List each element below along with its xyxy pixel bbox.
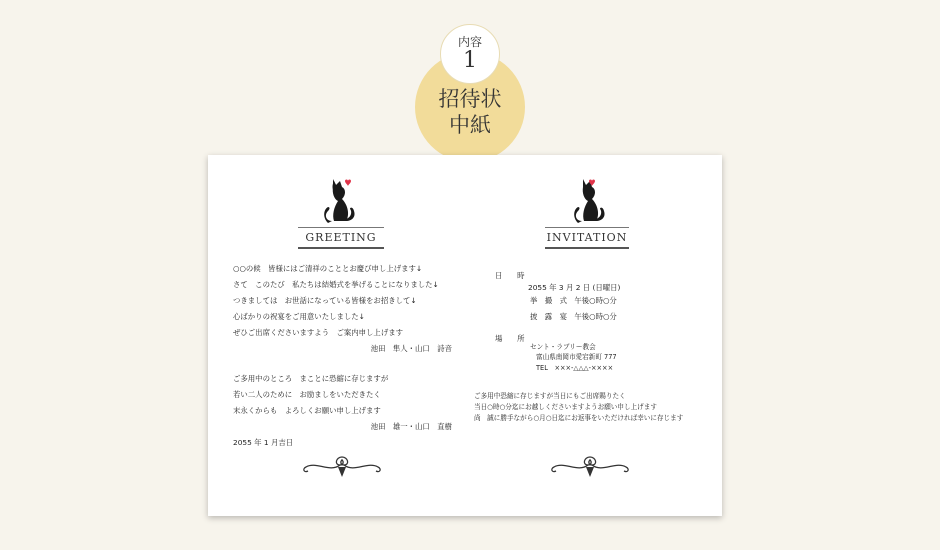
venue-tel: TEL ×××-△△△-××××	[536, 364, 614, 372]
reception-time: 披 露 宴 午後○時○分	[530, 312, 617, 321]
ceremony-time: 挙 撮 式 午後○時○分	[530, 296, 617, 305]
greeting-date	[233, 435, 293, 451]
greeting-line: 若い二人のために お励ましをいただきたく	[233, 390, 381, 399]
greeting-line: 心ばかりの祝宴をご用意いたしました↓	[233, 312, 365, 321]
venue-address: 富山県南岡市愛宕新町 777	[536, 353, 617, 361]
greeting-body-2	[233, 371, 388, 419]
note-line: 当日○時○分迄にお越しくださいますようお願い申し上げます	[474, 403, 657, 411]
invitation-heading-text: INVITATION	[546, 231, 628, 244]
greeting-line: ○○の候 皆様にはご清祥のこととお慶び申し上げます↓	[233, 264, 423, 273]
letter-date: 2055 年 1 月吉日	[233, 438, 294, 447]
invitation-sheet	[208, 155, 722, 516]
invitation-heading-bottom-rule	[545, 247, 629, 249]
invitation-heading-top-rule	[545, 227, 629, 228]
flourish-ornament-left	[300, 453, 384, 479]
greeting-sender-1	[328, 341, 452, 357]
greeting-line: さて このたび 私たちは結婚式を挙げることになりました↓	[233, 280, 439, 289]
note-line: ご多用中恐縮に存じますが当日にもご出席賜りたく	[474, 392, 626, 400]
badge-title-line1: 招待状	[438, 87, 502, 111]
badge-label: 内容	[457, 35, 482, 49]
greeting-sender-2	[328, 419, 452, 435]
cat-heart-icon-right	[570, 177, 610, 227]
greeting-line: ご多用中のところ まことに恐縮に存じますが	[233, 374, 389, 383]
greeting-line: 末永くからも よろしくお願い申し上げます	[233, 406, 381, 415]
place-label-text: 場 所	[495, 334, 525, 343]
greeting-heading-text: GREETING	[305, 231, 377, 244]
greeting-heading-top-rule	[298, 227, 384, 228]
venue-name: セント・ラブリー教会	[530, 343, 596, 351]
greeting-heading	[298, 229, 384, 247]
badge-number-circle	[440, 24, 500, 84]
greeting-body	[233, 261, 439, 341]
greeting-line: ぜひご出席くださいますよう ご案内申し上げます	[233, 328, 403, 337]
badge-title	[415, 86, 525, 138]
time-details	[530, 293, 617, 325]
flourish-ornament-right	[548, 453, 632, 479]
invitation-heading	[545, 229, 629, 247]
date-label	[495, 268, 525, 284]
place-label	[495, 331, 525, 347]
greeting-heading-bottom-rule	[298, 247, 384, 249]
venue-contact	[536, 352, 617, 374]
rsvp-notes	[474, 391, 683, 424]
badge-number: 1	[463, 48, 477, 73]
badge-title-line2: 中紙	[449, 113, 491, 137]
greeting-line: つきましては お世話になっている皆様をお招きして↓	[233, 296, 417, 305]
parent-names: 池田 雄一・山口 直樹	[370, 422, 452, 431]
note-line: 尚 誠に勝手ながら○月○日迄にお返事をいただければ幸いに存じます	[474, 414, 684, 422]
couple-names: 池田 隼人・山口 詩音	[370, 344, 452, 353]
date-label-text: 日 時	[495, 271, 525, 280]
cat-heart-icon-left	[320, 177, 360, 227]
wedding-date: 2055 年 3 月 2 日 (日曜日)	[528, 283, 621, 292]
